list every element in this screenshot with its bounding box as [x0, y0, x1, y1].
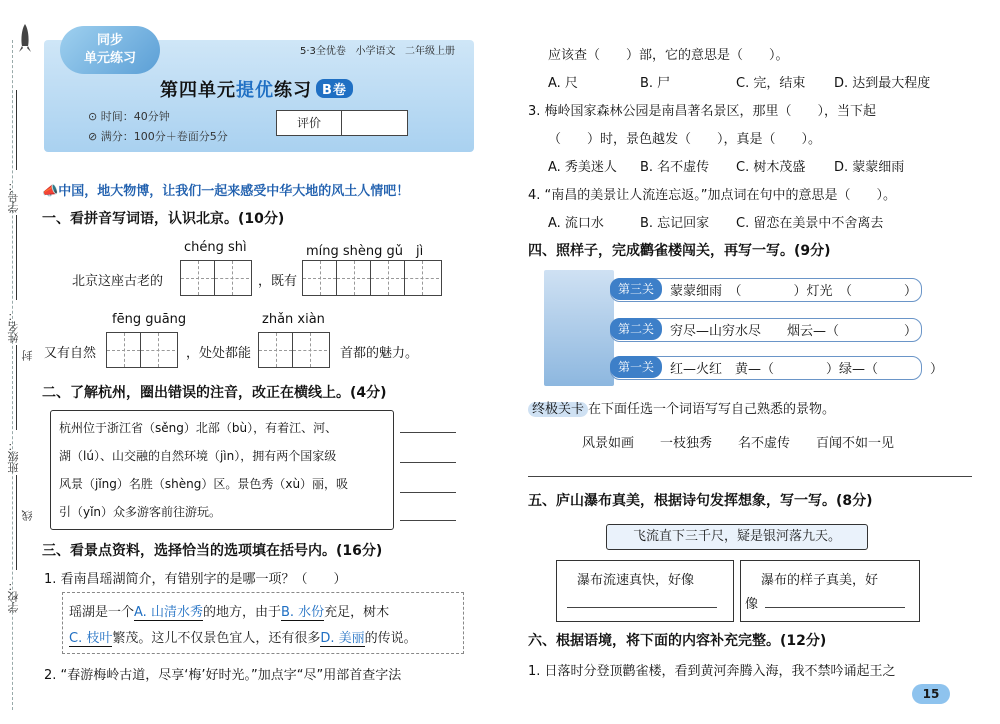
student-no-label: 学号：: [7, 180, 20, 213]
tag-line-1: 同步: [96, 33, 123, 48]
seal-mark: 封: [21, 350, 34, 361]
series-label: 5·3全优卷: [300, 46, 346, 57]
pinyin-fengguang: fēng guāng: [112, 312, 187, 327]
note-text-a: 瑶湖是一个: [69, 605, 135, 620]
q3-4-opt-c: C. 留恋在美景中不舍离去: [736, 216, 884, 231]
name-label: 姓名：: [7, 310, 20, 343]
school-label: 学校：: [7, 580, 20, 613]
yaohu-intro-note: [62, 592, 464, 654]
score-text: 满分：100分＋卷面分5分: [100, 130, 228, 143]
note-text-e: 的传说。: [364, 631, 417, 646]
final-level: [528, 398, 835, 417]
pinyin-mingshenggujii: míng shèng gǔ jì: [306, 244, 424, 259]
box1-line[interactable]: [567, 607, 717, 608]
section-6-heading: 六、根据语境，将下面的内容补充完整。(12分): [528, 633, 827, 649]
title-part-b: 提优: [236, 80, 274, 101]
section-3-heading: 三、看景点资料，选择恰当的选项填在括号内。(16分): [42, 543, 383, 559]
name-line: [16, 215, 17, 300]
passage-line-3: 风景（jǐng）名胜（shèng）区。景色秀（xù）丽，吸: [59, 477, 349, 491]
class-line: [16, 345, 17, 430]
poem-scroll: 飞流直下三千尺，疑是银河落九天。: [606, 524, 868, 550]
time-text: 时间：40分钟: [100, 110, 170, 123]
section-5-heading: 五、庐山瀑布真美，根据诗句发挥想象，写一写。(8分): [528, 493, 873, 509]
writing-grid-zhanxian[interactable]: [258, 332, 330, 368]
s1-line2-b: ，处处都能: [186, 346, 252, 361]
horn-icon: 📣: [42, 184, 59, 199]
level-2-tag: 第二关: [610, 318, 662, 340]
level-2-text: 穷尽—山穷水尽 烟云—（ ）: [670, 324, 918, 339]
q3-1: 1. 看南昌瑶湖简介，有错别字的是哪一项？（ ）: [44, 572, 347, 587]
tower-illustration: [544, 270, 614, 386]
q3-2-opt-c: C. 完，结束: [736, 76, 806, 91]
q3-3-cont: （ ）时，景色越发（ ），真是（ ）。: [548, 132, 822, 147]
final-level-key: 终极关卡: [528, 402, 588, 417]
title-part-a: 第四单元: [160, 80, 236, 101]
s1-line1-a: 北京这座古老的: [72, 274, 164, 289]
word-options: 风景如画 一枝独秀 名不虚传 百闻不如一见: [582, 436, 895, 451]
level-3-text: 蒙蒙细雨 （ ）灯光 （ ）: [670, 284, 918, 299]
pinyin-zhanxian: zhǎn xiàn: [262, 312, 325, 327]
level-1-text: 红—火红 黄—（ ）绿—（ ）: [670, 362, 944, 377]
q6-1: 1. 日落时分登顶鹳雀楼，看到黄河奔腾入海，我不禁吟诵起王之: [528, 664, 896, 679]
tag-line-2: 单元练习: [83, 51, 136, 66]
school-line: [16, 475, 17, 570]
rocket-icon: [19, 24, 31, 52]
writing-grid-chengshi[interactable]: [180, 260, 252, 296]
option-a: A. 山清水秀: [134, 605, 203, 620]
passage-line-2: 湖（lú）、山交融的自然环境（jìn），拥有两个国家级: [59, 449, 337, 463]
note-text-b: 的地方，由于: [202, 605, 281, 620]
option-b: B. 水份: [280, 605, 325, 620]
section-1-heading: 一、看拼音写词语，认识北京。(10分): [42, 211, 285, 227]
title-part-c: 练习: [274, 80, 312, 101]
q3-2-opt-a: A. 尺: [548, 76, 578, 91]
answer-line-3[interactable]: [400, 492, 456, 493]
intro-text: [42, 180, 409, 199]
pinyin-chengshi: chéng shì: [184, 240, 247, 255]
q3-3: 3. 梅岭国家森林公园是南昌著名景区，那里（ ），当下起: [528, 104, 877, 119]
imagine-box-2: [740, 560, 920, 622]
section-2-heading: 二、了解杭州，圈出错误的注音，改正在横线上。(4分): [42, 385, 387, 401]
q3-4-opt-b: B. 忘记回家: [640, 216, 710, 231]
q3-2: 2. “春游梅岭古道，尽享‘梅’好时光。”加点字“尽”用部首查字法: [44, 668, 402, 683]
level-1-tag: 第一关: [610, 356, 662, 378]
page-number: 15: [912, 684, 950, 704]
q3-4: 4. “南昌的美景让人流连忘返。”加点词在句中的意思是（ ）。: [528, 188, 897, 203]
line-mark: 线: [21, 510, 34, 521]
evaluation-label: 评价: [277, 111, 342, 135]
subject-label: 小学语文: [355, 46, 396, 57]
q3-4-opt-a: A. 流口水: [548, 216, 604, 231]
unit-tag: [60, 26, 160, 74]
imagine-box-1: [556, 560, 734, 622]
grade-label: 二年级上册: [405, 46, 455, 57]
q3-3-opt-d: D. 蒙蒙细雨: [834, 160, 905, 175]
section-4-heading: 四、照样子，完成鹳雀楼闯关，再写一写。(9分): [528, 243, 831, 259]
answer-line-4[interactable]: [400, 520, 456, 521]
time-limit: ⊙ 时间：40分钟: [88, 110, 170, 123]
note-text-d: 繁茂。这儿不仅景色宜人，还有很多: [112, 631, 321, 646]
box1-text: 瀑布流速真快，好像: [577, 573, 695, 588]
q3-2-cont: 应该查（ ）部，它的意思是（ ）。: [548, 48, 789, 63]
s1-line2-a: 又有自然: [44, 346, 97, 361]
answer-line-1[interactable]: [400, 432, 456, 433]
writing-grid-mingshengguji[interactable]: [302, 260, 442, 296]
box2-text: 瀑布的样子真美，好: [761, 573, 879, 588]
box2-line[interactable]: [765, 607, 905, 608]
header-info: [300, 42, 455, 57]
hangzhou-passage: [50, 410, 394, 530]
writing-grid-fengguang[interactable]: [106, 332, 178, 368]
student-no-line: [16, 90, 17, 170]
intro-sentence: 中国，地大物博，让我们一起来感受中华大地的风土人情吧！: [58, 184, 410, 199]
q3-3-opt-c: C. 树木茂盛: [736, 160, 806, 175]
s1-line2-c: 首都的魅力。: [340, 346, 419, 361]
q3-3-opt-b: B. 名不虚传: [640, 160, 710, 175]
page-title: [160, 76, 353, 102]
option-c: C. 枝叶: [69, 631, 113, 646]
evaluation-box: [276, 110, 408, 136]
full-score: ⊘ 满分：100分＋卷面分5分: [88, 130, 228, 143]
class-label: 班级：: [7, 440, 20, 473]
passage-line-1: 杭州位于浙江省（sěng）北部（bù），有着江、河、: [59, 421, 338, 435]
q3-2-opt-b: B. 尸: [640, 76, 671, 91]
s1-line1-b: ，既有: [258, 274, 298, 289]
level-3-tag: 第三关: [610, 278, 662, 300]
answer-line-2[interactable]: [400, 462, 456, 463]
passage-line-4: 引（yǐn）众多游客前往游玩。: [59, 505, 222, 519]
q3-3-opt-a: A. 秀美迷人: [548, 160, 617, 175]
writing-line[interactable]: [528, 476, 972, 477]
q3-2-opt-d: D. 达到最大程度: [834, 76, 931, 91]
final-level-text: 在下面任选一个词语写写自己熟悉的景物。: [588, 402, 836, 417]
box2-text-b: 像: [745, 597, 759, 612]
version-badge: B卷: [316, 79, 353, 98]
option-d: D. 美丽: [320, 631, 365, 646]
note-text-c: 充足，树木: [324, 605, 390, 620]
